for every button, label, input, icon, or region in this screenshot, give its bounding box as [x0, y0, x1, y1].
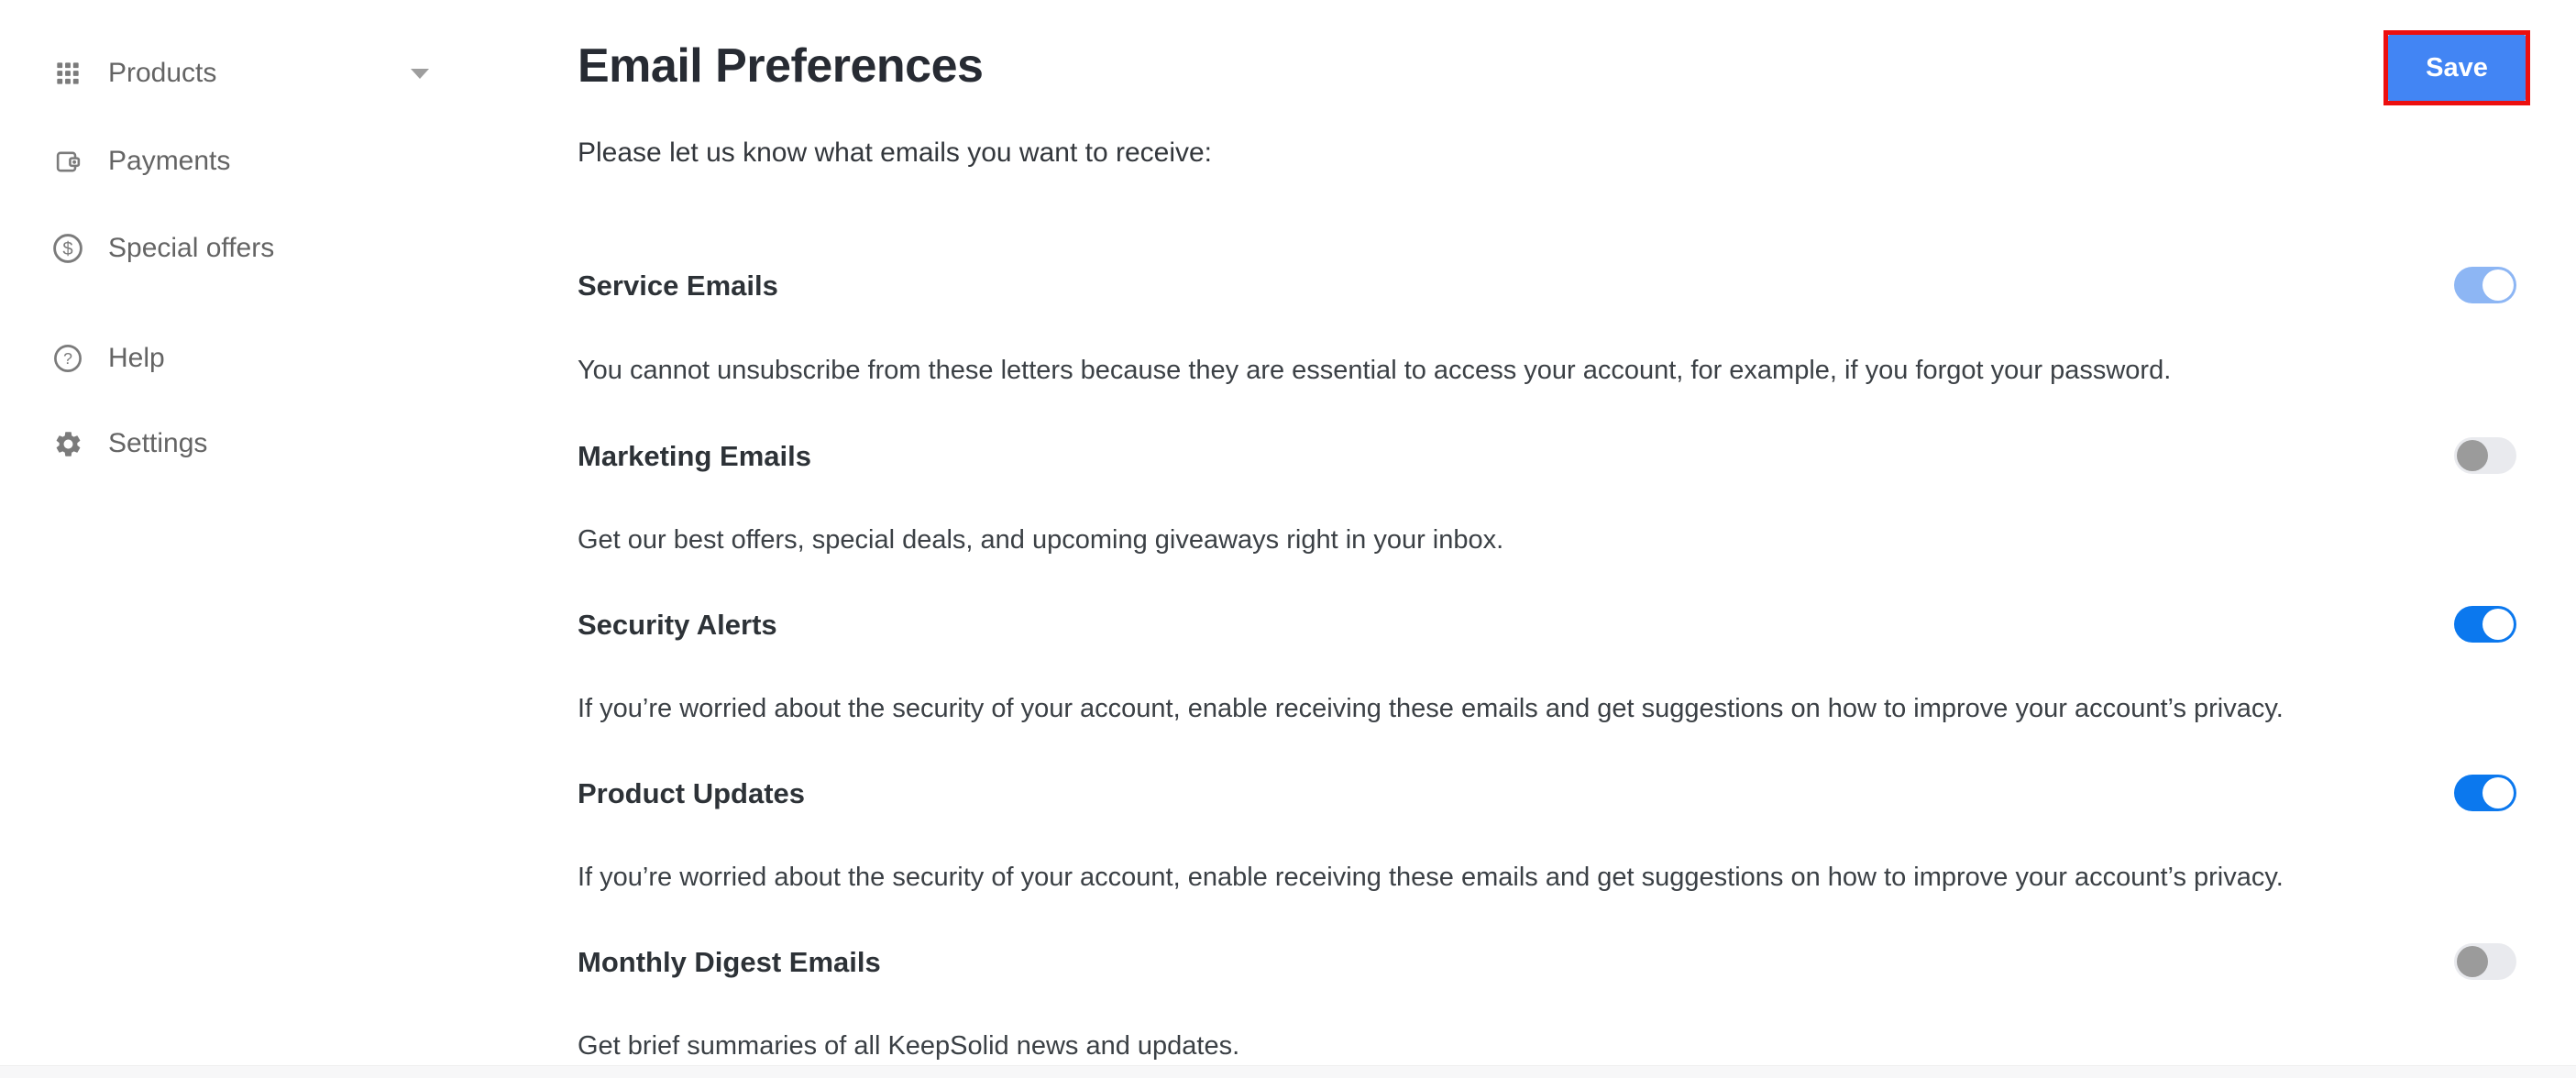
section-title-security-alerts: Security Alerts	[578, 609, 777, 641]
page-title: Email Preferences	[578, 39, 984, 93]
section-title-product-updates: Product Updates	[578, 777, 806, 809]
save-button[interactable]: Save	[2388, 35, 2526, 101]
section-description: Get brief summaries of all KeepSolid news and updates.	[578, 1031, 1240, 1061]
section-title-monthly-digest-emails: Monthly Digest Emails	[578, 946, 881, 978]
toggle-knob	[2457, 440, 2488, 471]
email-preferences-page	[578, 0, 2576, 1078]
sidebar-item-label: Products	[108, 58, 217, 88]
chevron-down-icon	[411, 69, 429, 79]
toggle-monthly-digest-emails[interactable]	[2454, 943, 2516, 980]
sidebar-item-special-offers[interactable]	[51, 221, 429, 276]
toggle-product-updates[interactable]	[2454, 775, 2516, 811]
section-title-marketing-emails: Marketing Emails	[578, 440, 811, 472]
toggle-knob	[2482, 609, 2514, 640]
toggle-knob	[2482, 270, 2514, 301]
toggle-knob	[2457, 946, 2488, 977]
page-subtitle: Please let us know what emails you want to receive:	[578, 138, 1213, 168]
toggle-service-emails	[2454, 267, 2516, 303]
section-description: If you’re worried about the security of your account, enable receiving these emails and get suggestions on how to improve your account’s privacy.	[578, 694, 2284, 723]
dollar-circle-icon	[51, 232, 84, 265]
page-bottom-edge	[0, 1065, 2576, 1078]
sidebar-item-products[interactable]	[51, 46, 429, 101]
sidebar-item-label: Help	[108, 343, 165, 373]
sidebar	[0, 0, 513, 1078]
section-title-service-emails: Service Emails	[578, 270, 778, 302]
sidebar-item-help[interactable]	[51, 331, 429, 386]
sidebar-item-label: Payments	[108, 146, 231, 176]
svg-text:$: $	[62, 238, 73, 259]
wallet-icon	[51, 145, 84, 178]
annotation-highlight	[2383, 30, 2530, 105]
toggle-security-alerts[interactable]	[2454, 606, 2516, 643]
svg-text:?: ?	[63, 349, 72, 368]
gear-icon	[51, 427, 84, 460]
sidebar-item-payments[interactable]	[51, 134, 429, 189]
section-description: You cannot unsubscribe from these letters because they are essential to access your account, for example, if you forgot your password.	[578, 356, 2172, 385]
sidebar-item-settings[interactable]	[51, 416, 429, 471]
sidebar-item-label: Special offers	[108, 233, 275, 263]
apps-grid-icon	[51, 57, 84, 90]
toggle-marketing-emails[interactable]	[2454, 437, 2516, 474]
sidebar-item-label: Settings	[108, 428, 208, 458]
toggle-knob	[2482, 777, 2514, 808]
question-circle-icon	[51, 342, 84, 375]
section-description: Get our best offers, special deals, and upcoming giveaways right in your inbox.	[578, 525, 1504, 555]
section-description: If you’re worried about the security of your account, enable receiving these emails and get suggestions on how to improve your account’s privacy.	[578, 863, 2284, 892]
